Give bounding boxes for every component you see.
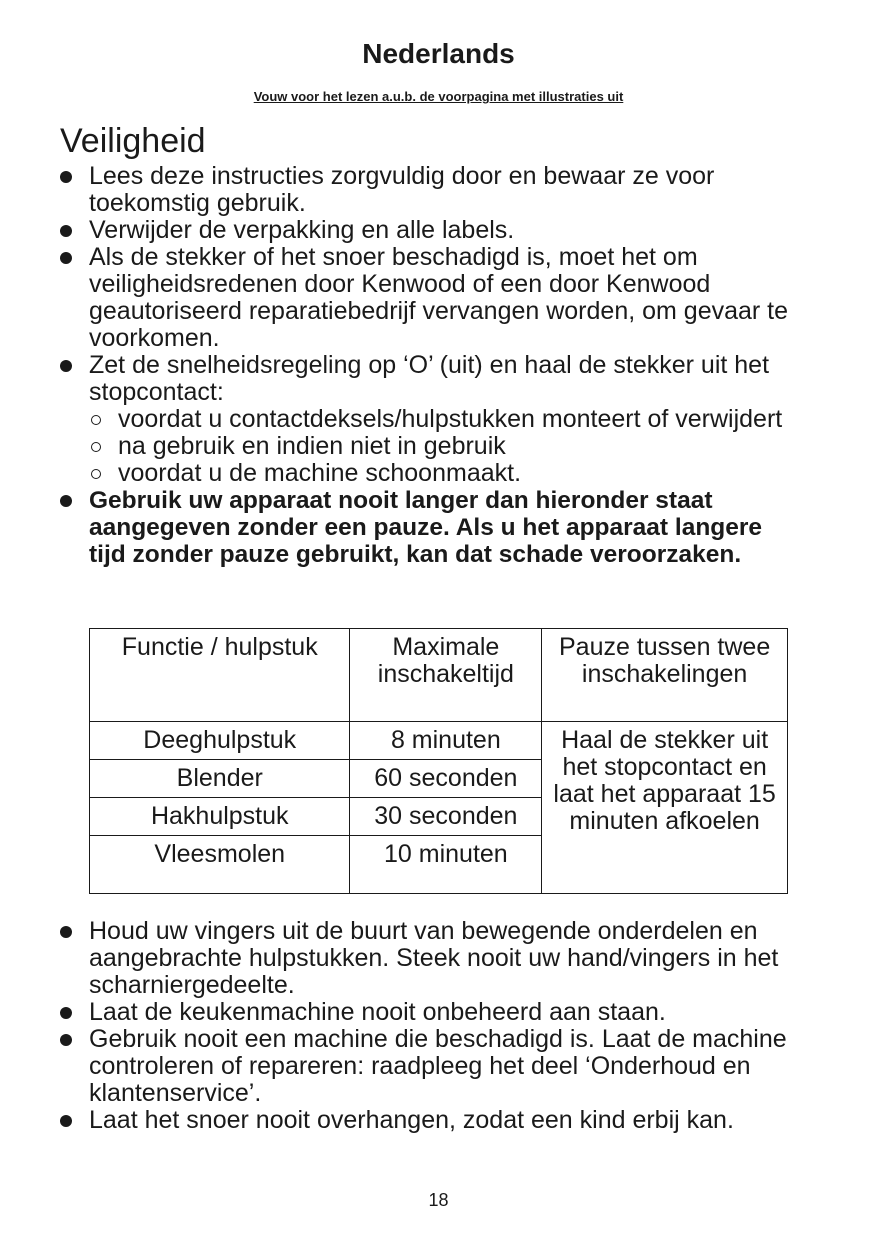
section-heading: Veiligheid xyxy=(60,122,206,160)
list-item: Als de stekker of het snoer beschadigd is, moet het om veiligheidsredenen door Kenwood of een door Kenwood geautoriseerd reparatiebedrijf vervangen worden, om gevaar te voorkomen. xyxy=(60,244,800,352)
sub-list xyxy=(89,406,800,487)
table-cell-max-time: 10 minuten xyxy=(350,836,542,894)
list-item: Laat het snoer nooit overhangen, zodat een kind erbij kan. xyxy=(60,1107,800,1134)
table-cell-function: Deeghulpstuk xyxy=(90,722,350,760)
list-item: Houd uw vingers uit de buurt van bewegende onderdelen en aangebrachte hulpstukken. Steek nooit uw hand/vingers in het scharniergedeelte. xyxy=(60,918,800,999)
safety-list xyxy=(60,163,800,568)
table-cell-max-time: 8 minuten xyxy=(350,722,542,760)
list-item xyxy=(60,352,800,487)
table-cell-function: Hakhulpstuk xyxy=(90,798,350,836)
sub-list-item: na gebruik en indien niet in gebruik xyxy=(89,433,800,460)
sub-list-item: voordat u contactdeksels/hulpstukken monteert of verwijdert xyxy=(89,406,800,433)
operating-time-table xyxy=(89,628,788,894)
table-cell-pause: Haal de stekker uit het stopcontact en laat het apparaat 15 minuten afkoelen xyxy=(542,722,788,894)
table-header-cell: Pauze tussen twee inschakelingen xyxy=(542,629,788,722)
page-number: 18 xyxy=(428,1190,449,1210)
sub-list-item: voordat u de machine schoonmaakt. xyxy=(89,460,800,487)
table-header-cell: Maximale inschakeltijd xyxy=(350,629,542,722)
table-header-cell: Functie / hulpstuk xyxy=(90,629,350,722)
table-cell-max-time: 60 seconden xyxy=(350,760,542,798)
fold-out-instruction: Vouw voor het lezen a.u.b. de voorpagina met illustraties uit xyxy=(253,89,624,104)
table-cell-function: Blender xyxy=(90,760,350,798)
table-row xyxy=(90,722,788,760)
speed-setting-text: Zet de snelheidsregeling op ‘O’ (uit) en haal de stekker uit het stopcontact: xyxy=(89,351,770,406)
table-cell-max-time: 30 seconden xyxy=(350,798,542,836)
safety-list-continued xyxy=(60,918,800,1134)
table-cell-function: Vleesmolen xyxy=(90,836,350,894)
list-item: Lees deze instructies zorgvuldig door en bewaar ze voor toekomstig gebruik. xyxy=(60,163,800,217)
list-item: Verwijder de verpakking en alle labels. xyxy=(60,217,800,244)
warning-item: Gebruik uw apparaat nooit langer dan hieronder staat aangegeven zonder een pauze. Als u het apparaat langere tijd zonder pauze gebruikt, kan dat schade veroorzaken. xyxy=(60,487,800,568)
list-item: Laat de keukenmachine nooit onbeheerd aan staan. xyxy=(60,999,800,1026)
table-header-row xyxy=(90,629,788,722)
page-title: Nederlands xyxy=(362,38,515,69)
list-item: Gebruik nooit een machine die beschadigd is. Laat de machine controleren of repareren: raadpleeg het deel ‘Onderhoud en klantenservice’. xyxy=(60,1026,800,1107)
